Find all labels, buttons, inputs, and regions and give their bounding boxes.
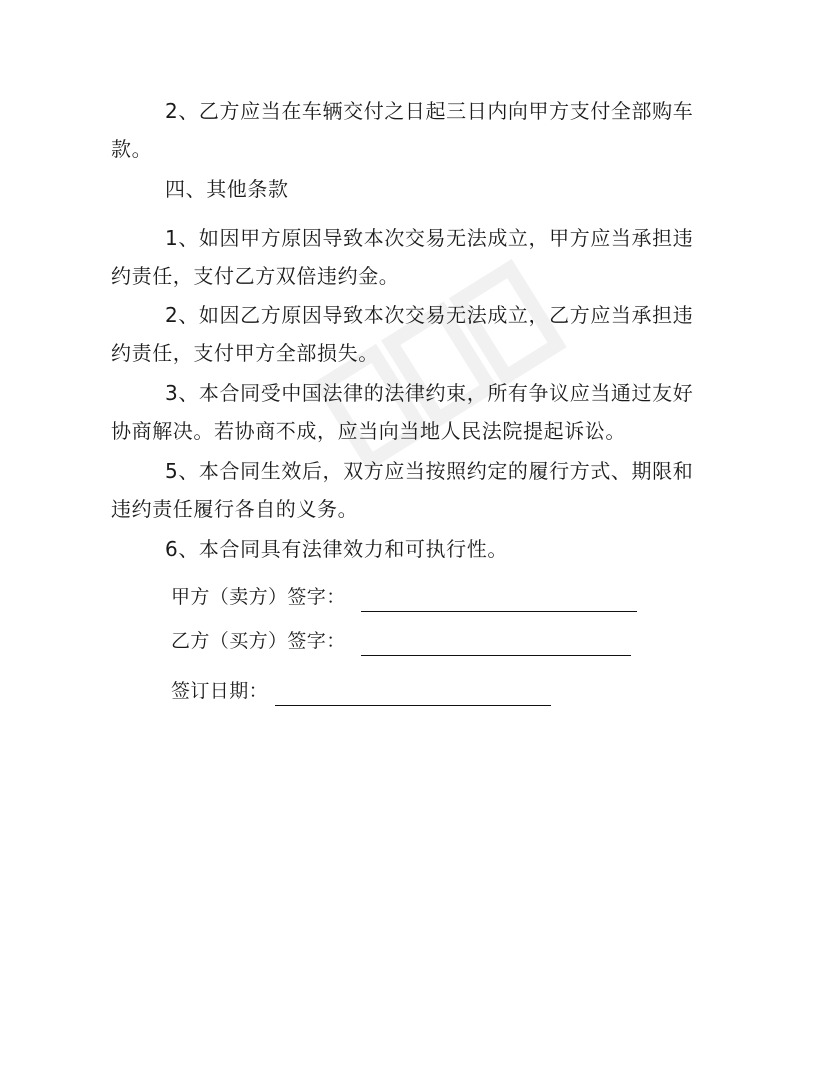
signature-row-party-a [171, 582, 637, 612]
signature-row-date [171, 676, 551, 706]
clause-5-obligations: 5、本合同生效后，双方应当按照约定的履行方式、期限和违约责任履行各自的义务。 [111, 459, 694, 521]
clause-1-party-a-breach: 1、如因甲方原因导致本次交易无法成立，甲方应当承担违约责任，支付乙方双倍违约金。 [111, 226, 694, 288]
signature-row-party-b [171, 626, 631, 656]
date-label: 签订日期： [171, 680, 269, 702]
clause-6-validity: 6、本合同具有法律效力和可执行性。 [165, 537, 508, 561]
party-b-signature-line[interactable] [361, 633, 631, 656]
clause-2-payment: 2、乙方应当在车辆交付之日起三日内向甲方支付全部购车款。 [111, 99, 694, 161]
section-heading-other-terms: 四、其他条款 [165, 177, 289, 201]
clause-3-governing-law: 3、本合同受中国法律的法律约束，所有争议应当通过友好协商解决。若协商不成，应当向当地人民法院提起诉讼。 [111, 381, 694, 443]
party-a-signature-line[interactable] [361, 589, 637, 612]
date-line[interactable] [275, 683, 551, 706]
party-b-signature-label: 乙方（买方）签字： [171, 630, 346, 652]
clause-2-party-b-breach: 2、如因乙方原因导致本次交易无法成立，乙方应当承担违约责任，支付甲方全部损失。 [111, 303, 694, 365]
party-a-signature-label: 甲方（卖方）签字： [171, 586, 346, 608]
